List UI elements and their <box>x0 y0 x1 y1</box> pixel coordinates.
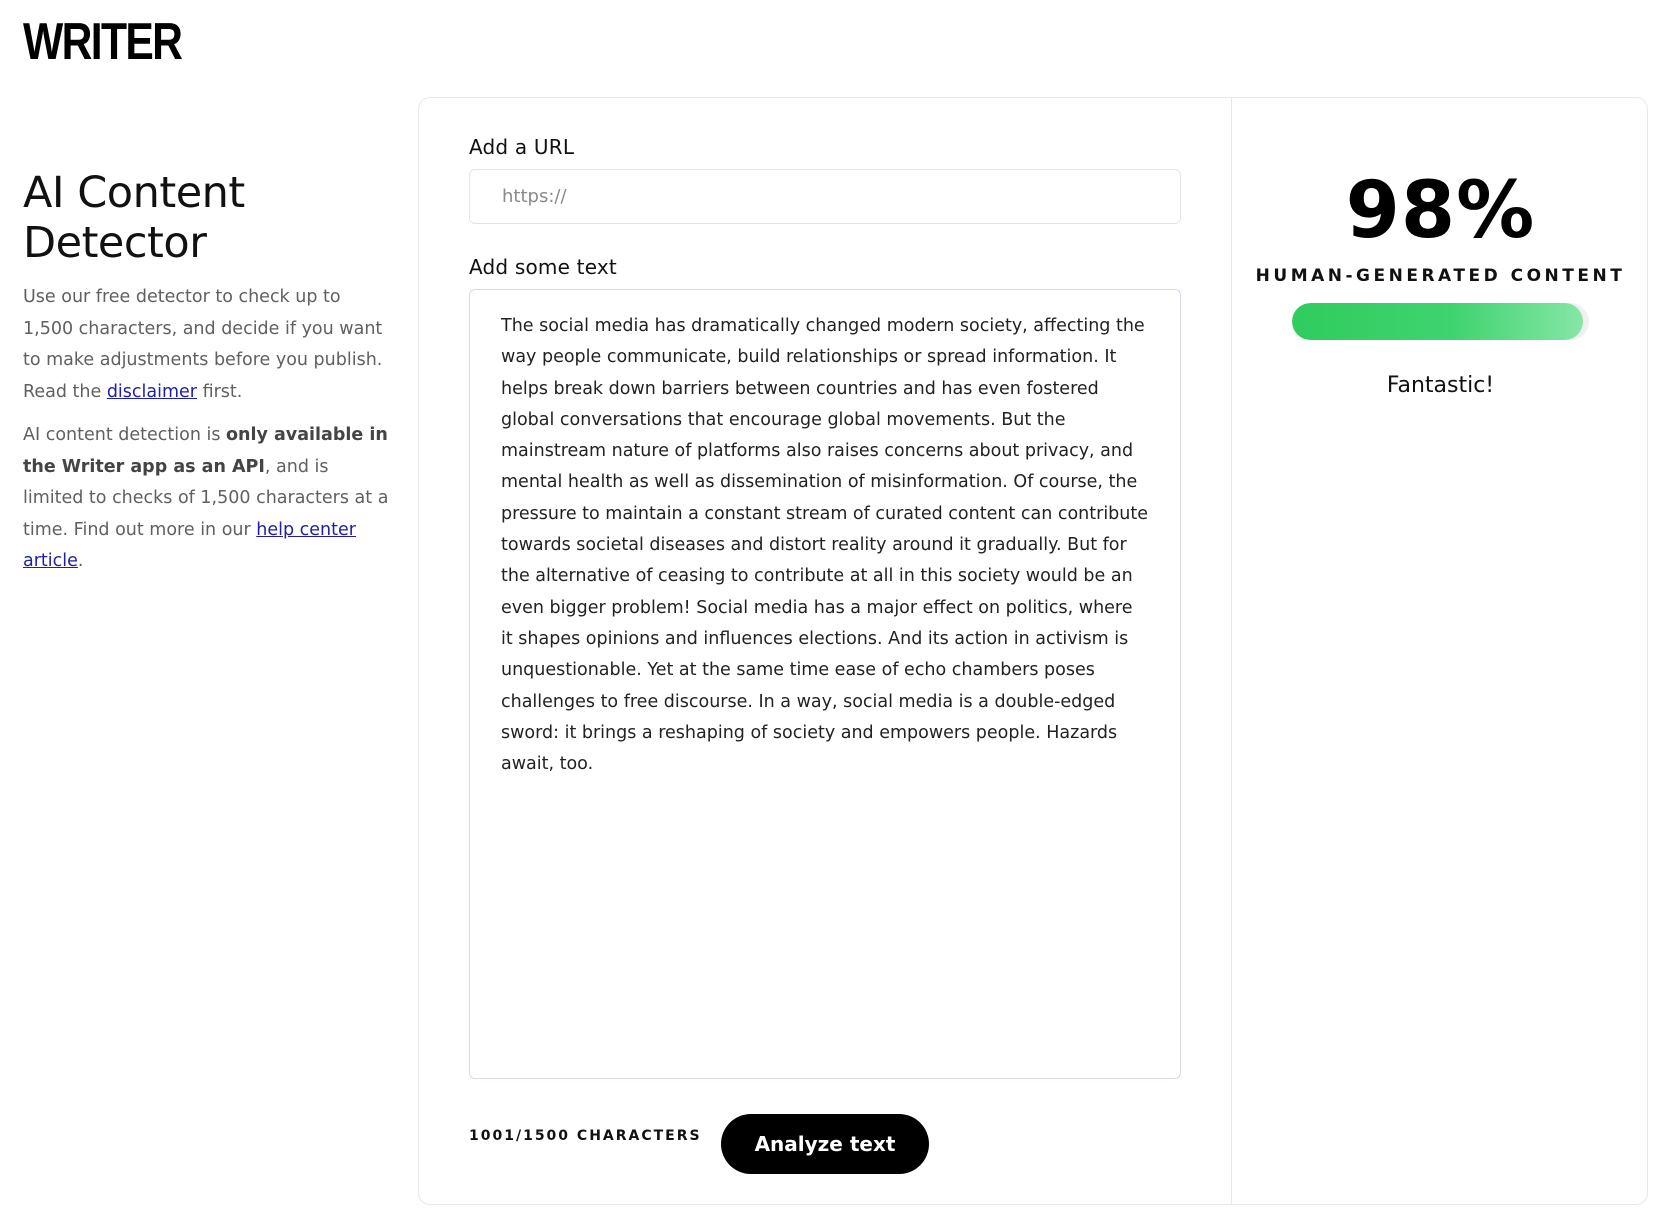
url-input[interactable] <box>469 169 1181 224</box>
score-value: 98% <box>1345 166 1536 256</box>
page-title: AI Content Detector <box>23 168 245 268</box>
analyze-text-button[interactable]: Analyze text <box>721 1114 929 1174</box>
info-bold: only available in the Writer app as an API <box>23 425 388 477</box>
sidebar <box>23 168 393 578</box>
panel-divider <box>1231 98 1232 1204</box>
info-end: . <box>77 551 84 571</box>
url-label: Add a URL <box>469 135 575 159</box>
character-count: 1001/1500 CHARACTERS <box>469 1128 702 1144</box>
text-label: Add some text <box>469 255 617 279</box>
verdict-text: Fantastic! <box>1386 373 1495 398</box>
intro-paragraph <box>23 282 393 408</box>
disclaimer-link[interactable]: disclaimer <box>106 381 197 402</box>
info-prefix: AI content detection is <box>23 425 227 445</box>
help-center-link[interactable]: help center article <box>23 519 356 571</box>
info-paragraph <box>23 420 393 578</box>
intro-text: Use our free detector to check up to 1,500 characters, and decide if you want to make adjustments before you publish. Read the <box>23 287 383 402</box>
detector-card <box>418 97 1648 1205</box>
score-bar-fill <box>1292 303 1583 340</box>
text-input[interactable]: The social media has dramatically changed modern society, affecting the way people communicate, build relationships or spread information. It helps break down barriers between countries and has even fostered global conversations that encourage global movements. But the mainstream nature of platforms also raises concerns about privacy, and mental health as well as dissemination of misinformation. Of course, the pressure to maintain a constant stream of curated content can contribute towards societal diseases and distort reality around it gradually. But for the alternative of ceasing to contribute at all in this society would be an even bigger problem! Social media has a major effect on politics, where it shapes opinions and influences elections. And its action in activism is unquestionable. Yet at the same time ease of echo chambers poses challenges to free discourse. In a way, social media is a double-edged sword: it brings a reshaping of society and empowers people. Hazards await, too. <box>469 289 1181 1079</box>
score-label: HUMAN-GENERATED CONTENT <box>1255 266 1626 286</box>
writer-logo[interactable]: WRITER <box>23 13 182 71</box>
info-middle: , and is limited to checks of 1,500 characters at a time. Find out more in our <box>23 456 389 540</box>
score-bar-track <box>1292 303 1589 340</box>
intro-end: first. <box>197 381 243 402</box>
